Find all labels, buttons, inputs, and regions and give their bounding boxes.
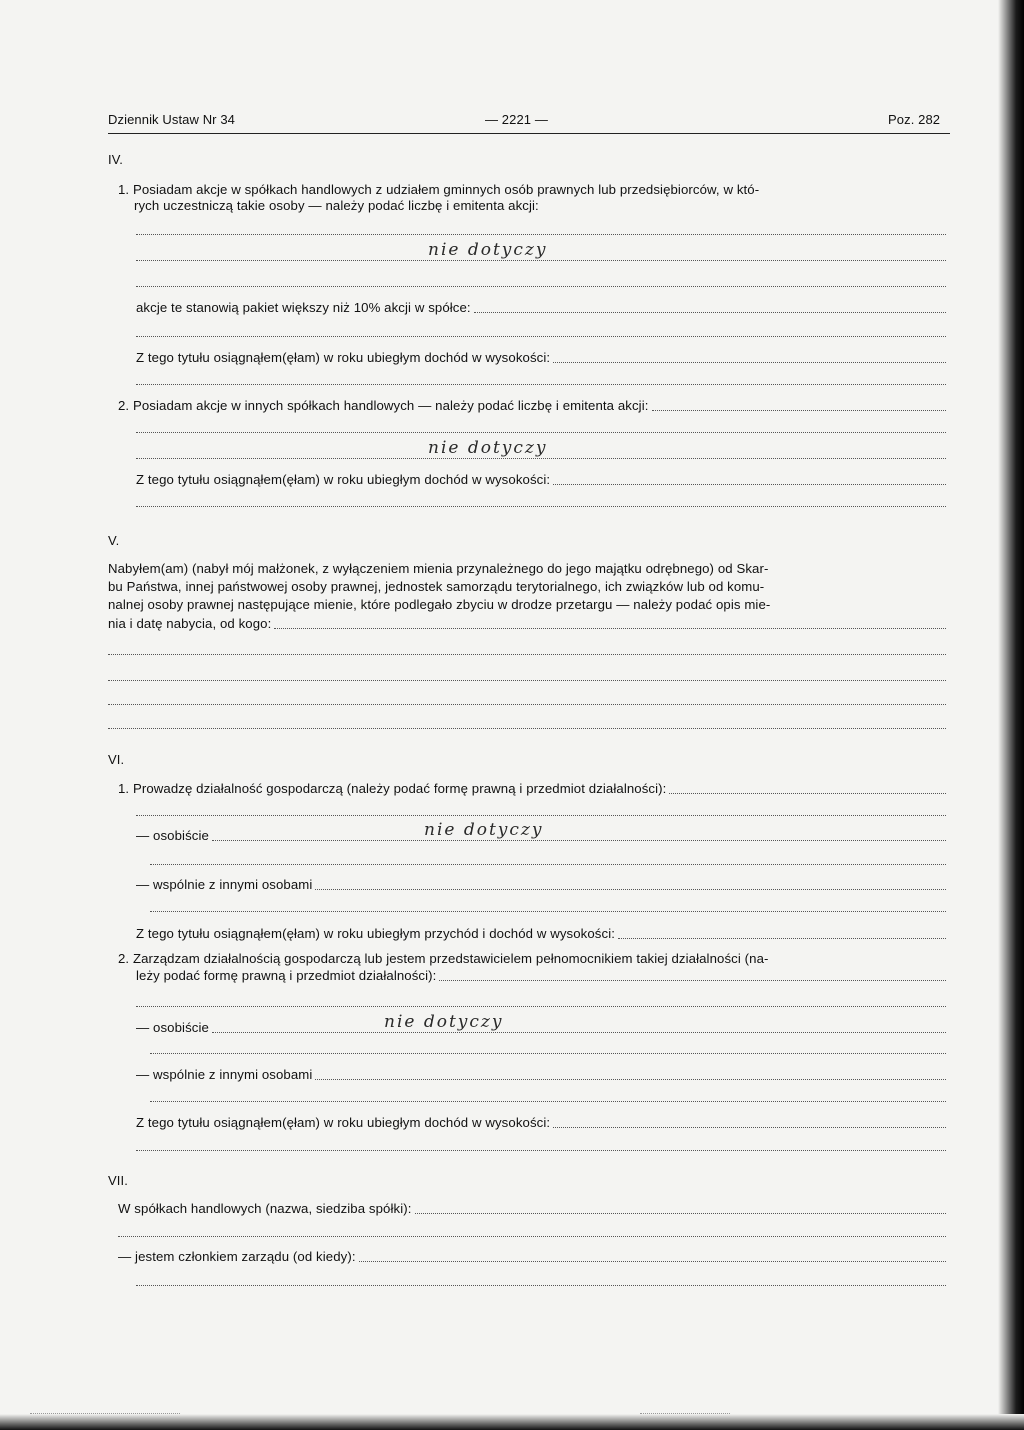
fill-line — [439, 980, 946, 981]
section-vii-text-line2: — jestem członkiem zarządu (od kiedy): — [118, 1249, 356, 1264]
fill-line — [136, 458, 946, 459]
fill-line — [136, 234, 946, 235]
fill-line — [150, 864, 946, 865]
fill-line — [136, 815, 946, 816]
fill-line — [136, 432, 946, 433]
section-v-text-line4: nia i datę nabycia, od kogo: — [108, 616, 272, 631]
fill-line — [108, 680, 946, 681]
package-row — [136, 300, 946, 316]
joint-label: — wspólnie z innymi osobami — [136, 877, 313, 892]
fill-line — [315, 1079, 946, 1080]
company-row — [118, 1201, 946, 1217]
fill-line — [136, 1150, 946, 1151]
income-label: Z tego tytułu osiągnąłem(ęłam) w roku ubiegłym przychód i dochód w wysokości: — [136, 926, 615, 941]
income-row — [136, 472, 946, 488]
income-row — [136, 350, 946, 366]
section-v-text-line3: nalnej osoby prawnej następujące mienie, które podlegało zbyciu w drodze przetargu — należy podać opis mie- — [108, 597, 771, 612]
fill-line — [669, 793, 946, 794]
handwritten-answer: nie dotyczy — [424, 820, 544, 840]
section-v-numeral: V. — [108, 533, 120, 548]
section-vi-item2-text-line1: 2. Zarządzam działalnością gospodarczą lub jestem przedstawicielem pełnomocnikiem takiej działalności (na- — [118, 951, 769, 966]
fill-line — [136, 1285, 946, 1286]
fill-line — [150, 911, 946, 912]
fill-line — [108, 654, 946, 655]
fill-line — [136, 336, 946, 337]
section-vii-numeral: VII. — [108, 1173, 128, 1188]
scan-edge-right — [998, 0, 1024, 1430]
fill-line — [618, 938, 946, 939]
income-row — [136, 1115, 946, 1131]
personal-label: — osobiście — [136, 1020, 209, 1035]
fill-line — [212, 1032, 946, 1033]
fill-line — [150, 1101, 946, 1102]
section-v-text-line2: bu Państwa, innej państwowej osoby prawnej, jednostek samorządu terytorialnego, ich związków lub od komu- — [108, 579, 765, 594]
position-number: Poz. 282 — [888, 112, 941, 127]
fill-line — [359, 1261, 946, 1262]
fill-line — [118, 1236, 946, 1237]
fill-line — [136, 1006, 946, 1007]
handwritten-answer: nie dotyczy — [384, 1012, 504, 1032]
fill-line — [652, 410, 946, 411]
fill-line — [553, 484, 946, 485]
income-label: Z tego tytułu osiągnąłem(ęłam) w roku ubiegłym dochód w wysokości: — [136, 350, 551, 365]
page-number: — 2221 — — [485, 112, 548, 127]
fill-line — [108, 728, 946, 729]
scan-edge-bottom — [0, 1414, 1024, 1430]
fill-line — [136, 506, 946, 507]
acquisition-row — [108, 616, 946, 632]
fill-line — [274, 628, 946, 629]
section-iv-item2-text: 2. Posiadam akcje w innych spółkach handlowych — należy podać liczbę i emitenta akcji: — [118, 398, 649, 413]
section-v-text-line1: Nabyłem(am) (nabył mój małżonek, z wyłączeniem mienia przynależnego do jego majątku odrębnego) od Skar- — [108, 561, 769, 576]
fill-line — [136, 286, 946, 287]
section-iv-numeral: IV. — [108, 152, 124, 167]
joint-label: — wspólnie z innymi osobami — [136, 1067, 313, 1082]
personal-row — [136, 1020, 946, 1036]
board-member-row — [118, 1249, 946, 1265]
section-vi-item1-text: 1. Prowadzę działalność gospodarczą (należy podać formę prawną i przedmiot działalności): — [118, 781, 667, 796]
joint-row — [136, 1067, 946, 1083]
fill-line — [553, 1127, 946, 1128]
fill-line — [136, 384, 946, 385]
section-vi-numeral: VI. — [108, 752, 125, 767]
joint-row — [136, 877, 946, 893]
income-label: Z tego tytułu osiągnąłem(ęłam) w roku ubiegłym dochód w wysokości: — [136, 472, 551, 487]
management-row — [136, 968, 946, 984]
income-row — [136, 926, 946, 942]
shares-row — [118, 398, 946, 414]
journal-title: Dziennik Ustaw Nr 34 — [108, 112, 235, 127]
fill-line — [108, 704, 946, 705]
personal-label: — osobiście — [136, 828, 209, 843]
fill-line — [212, 840, 946, 841]
fill-line — [150, 1053, 946, 1054]
fill-line — [474, 312, 946, 313]
section-vi-item2-text-line2: leży podać formę prawną i przedmiot działalności): — [136, 968, 437, 983]
section-iv-item1-text-line2: rych uczestniczą takie osoby — należy podać liczbę i emitenta akcji: — [134, 198, 539, 213]
handwritten-answer: nie dotyczy — [428, 438, 548, 458]
section-vii-text-line1: W spółkach handlowych (nazwa, siedziba spółki): — [118, 1201, 412, 1216]
package-label: akcje te stanowią pakiet większy niż 10% akcji w spółce: — [136, 300, 471, 315]
handwritten-answer: nie dotyczy — [428, 240, 548, 260]
fill-line — [136, 260, 946, 261]
section-iv-item1-text-line1: 1. Posiadam akcje w spółkach handlowych z udziałem gminnych osób prawnych lub przedsiębiorców, w któ- — [118, 182, 760, 197]
business-row — [118, 781, 946, 797]
fill-line — [553, 362, 946, 363]
header-rule — [108, 133, 950, 134]
income-label: Z tego tytułu osiągnąłem(ęłam) w roku ubiegłym dochód w wysokości: — [136, 1115, 551, 1130]
fill-line — [415, 1213, 947, 1214]
fill-line — [315, 889, 946, 890]
